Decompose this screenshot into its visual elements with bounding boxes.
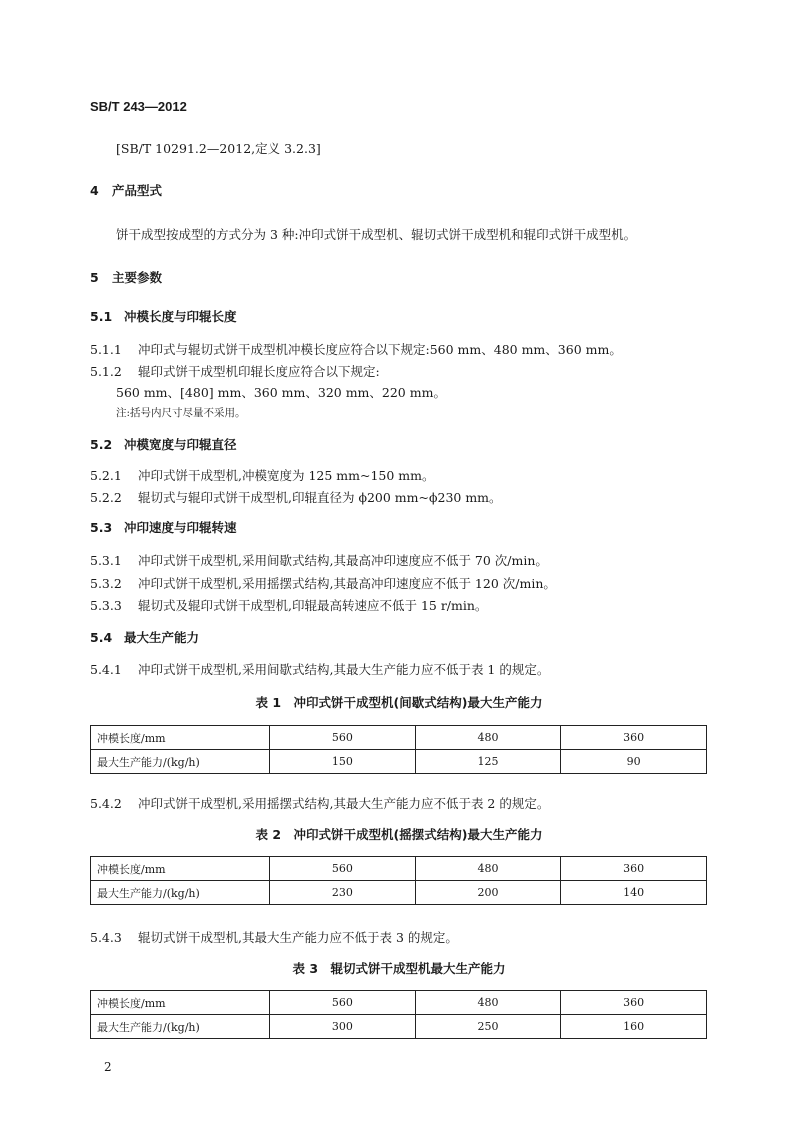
clause-number: 5.3.1 — [90, 553, 122, 568]
table-cell: 125 — [415, 750, 561, 774]
clause-text: 冲印式饼干成型机,采用间歇式结构,其最高冲印速度应不低于 70 次/min。 — [138, 553, 548, 568]
section-5-3-heading — [90, 518, 237, 536]
row-label: 最大生产能力/(kg/h) — [91, 1015, 270, 1039]
note: 注:括号内尺寸尽量不采用。 — [116, 407, 246, 419]
page-number: 2 — [104, 1060, 112, 1074]
table-row — [91, 991, 707, 1015]
clause-number: 5.4.2 — [90, 796, 122, 811]
table-cell: 160 — [561, 1015, 707, 1039]
clause-5-4-3 — [90, 928, 458, 946]
section-title: 最大生产能力 — [124, 630, 200, 645]
table-cell: 250 — [415, 1015, 561, 1039]
table-cell: 480 — [415, 726, 561, 750]
row-label: 冲模长度/mm — [91, 857, 270, 881]
table-cell: 560 — [270, 991, 416, 1015]
table-cell: 150 — [270, 750, 416, 774]
table-cell: 480 — [415, 991, 561, 1015]
clause-number: 5.3.2 — [90, 576, 122, 591]
table-cell: 560 — [270, 726, 416, 750]
clause-text: 辊印式饼干成型机印辊长度应符合以下规定: — [138, 364, 380, 379]
table-cell: 560 — [270, 857, 416, 881]
clause-text: 冲印式饼干成型机,冲模宽度为 125 mm~150 mm。 — [138, 468, 435, 483]
clause-number: 5.1.2 — [90, 364, 122, 379]
table-cell: 140 — [561, 881, 707, 905]
section-number: 5 — [90, 270, 99, 285]
table-1 — [90, 725, 707, 774]
clause-number: 5.1.1 — [90, 342, 122, 357]
table-cell: 300 — [270, 1015, 416, 1039]
table-2 — [90, 856, 707, 905]
table-2-caption: 表 2 冲印式饼干成型机(摇摆式结构)最大生产能力 — [255, 827, 543, 842]
clause-text: 冲印式饼干成型机,采用摇摆式结构,其最大生产能力应不低于表 2 的规定。 — [138, 796, 550, 811]
clause-number: 5.4.1 — [90, 662, 122, 677]
clause-number: 5.2.2 — [90, 490, 122, 505]
section-4-heading — [90, 181, 162, 199]
clause-5-1-2-values: 560 mm、[480] mm、360 mm、320 mm、220 mm。 — [116, 385, 446, 400]
clause-5-2-1 — [90, 466, 435, 484]
clause-text: 辊切式及辊印式饼干成型机,印辊最高转速应不低于 15 r/min。 — [138, 598, 488, 613]
section-title: 冲模长度与印辊长度 — [124, 309, 237, 324]
clause-5-3-1 — [90, 551, 548, 569]
section-title: 冲模宽度与印辊直径 — [124, 437, 237, 452]
clause-text: 辊切式饼干成型机,其最大生产能力应不低于表 3 的规定。 — [138, 930, 458, 945]
clause-5-3-2 — [90, 574, 556, 592]
clause-text: 辊切式与辊印式饼干成型机,印辊直径为 ϕ200 mm~ϕ230 mm。 — [138, 490, 502, 505]
section-title: 冲印速度与印辊转速 — [124, 520, 237, 535]
section-title: 产品型式 — [112, 183, 163, 198]
table-row — [91, 726, 707, 750]
clause-5-4-1 — [90, 660, 549, 678]
section-number: 5.3 — [90, 520, 113, 535]
row-label: 最大生产能力/(kg/h) — [91, 750, 270, 774]
section-number: 5.4 — [90, 630, 113, 645]
section-5-heading — [90, 268, 162, 286]
clause-5-1-2 — [90, 362, 380, 380]
definition-reference: [SB/T 10291.2—2012,定义 3.2.3] — [116, 141, 321, 156]
table-cell: 480 — [415, 857, 561, 881]
table-row — [91, 881, 707, 905]
row-label: 最大生产能力/(kg/h) — [91, 881, 270, 905]
clause-5-4-2 — [90, 794, 549, 812]
table-cell: 90 — [561, 750, 707, 774]
table-cell: 360 — [561, 857, 707, 881]
section-number: 4 — [90, 183, 99, 198]
section-number: 5.2 — [90, 437, 113, 452]
clause-text: 冲印式饼干成型机,采用摇摆式结构,其最高冲印速度应不低于 120 次/min。 — [138, 576, 556, 591]
table-row — [91, 1015, 707, 1039]
clause-number: 5.4.3 — [90, 930, 122, 945]
section-5-2-heading — [90, 435, 237, 453]
section-5-4-heading — [90, 628, 199, 646]
table-3 — [90, 990, 707, 1039]
table-cell: 200 — [415, 881, 561, 905]
clause-5-1-1 — [90, 340, 622, 358]
standard-number: SB/T 243—2012 — [90, 99, 187, 114]
table-row — [91, 857, 707, 881]
clause-5-2-2 — [90, 488, 502, 506]
table-cell: 360 — [561, 991, 707, 1015]
table-row — [91, 750, 707, 774]
table-3-caption: 表 3 辊切式饼干成型机最大生产能力 — [292, 961, 506, 976]
table-cell: 230 — [270, 881, 416, 905]
section-title: 主要参数 — [112, 270, 163, 285]
table-1-caption: 表 1 冲印式饼干成型机(间歇式结构)最大生产能力 — [255, 695, 543, 710]
section-5-1-heading — [90, 307, 237, 325]
row-label: 冲模长度/mm — [91, 991, 270, 1015]
clause-5-3-3 — [90, 596, 487, 614]
section-4-body: 饼干成型按成型的方式分为 3 种:冲印式饼干成型机、辊切式饼干成型机和辊印式饼干成型机。 — [116, 227, 637, 242]
section-number: 5.1 — [90, 309, 113, 324]
clause-text: 冲印式与辊切式饼干成型机冲模长度应符合以下规定:560 mm、480 mm、360 mm。 — [138, 342, 622, 357]
table-cell: 360 — [561, 726, 707, 750]
clause-number: 5.2.1 — [90, 468, 122, 483]
row-label: 冲模长度/mm — [91, 726, 270, 750]
clause-text: 冲印式饼干成型机,采用间歇式结构,其最大生产能力应不低于表 1 的规定。 — [138, 662, 550, 677]
clause-number: 5.3.3 — [90, 598, 122, 613]
